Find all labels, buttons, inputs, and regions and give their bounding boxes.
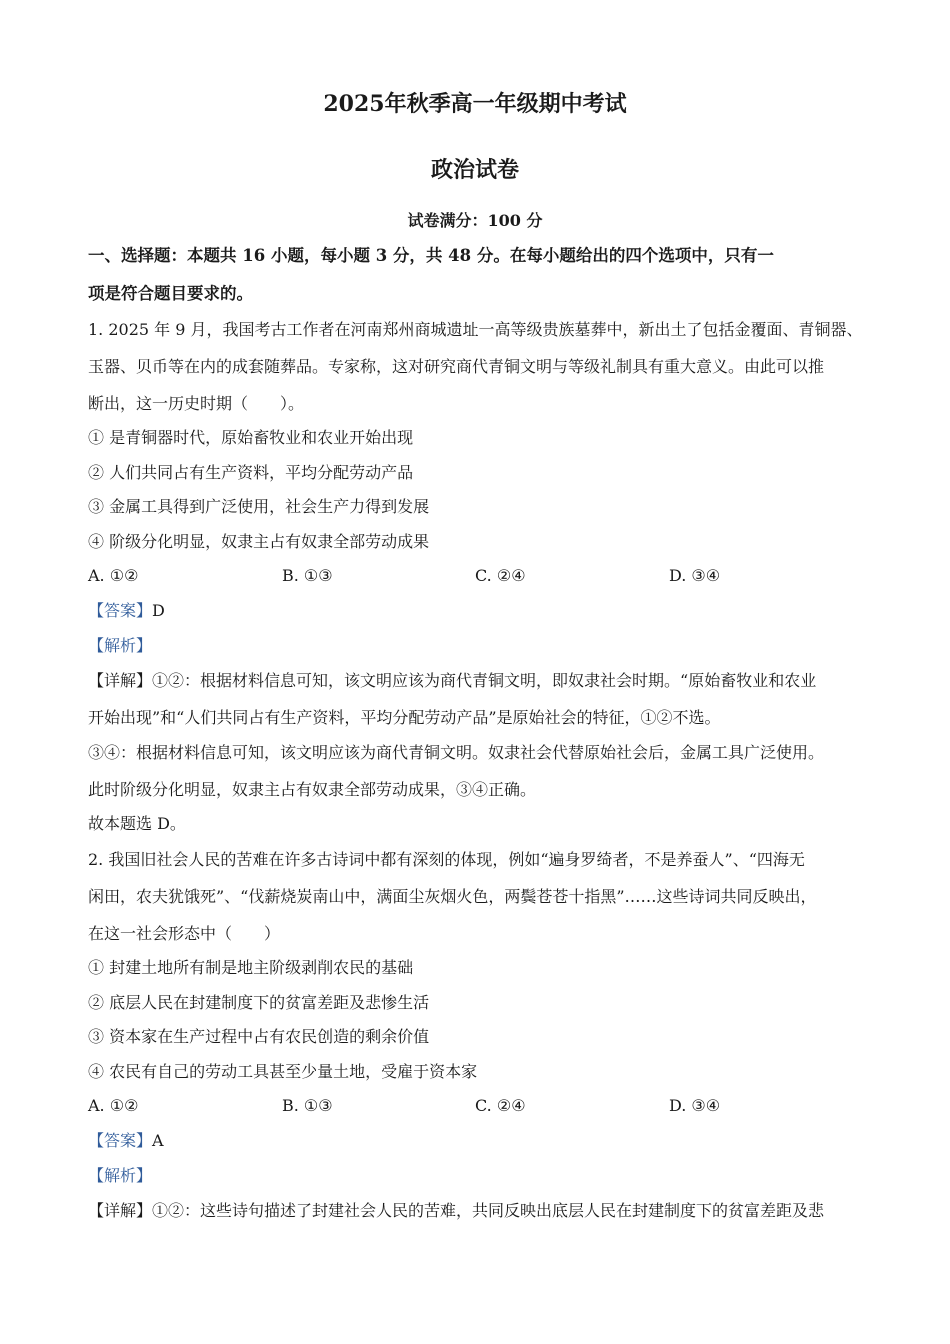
q1-statement-2: ② 人们共同占有生产资料，平均分配劳动产品 — [88, 463, 414, 482]
section-heading-line-1: 一、选择题：本题共 16 小题，每小题 3 分，共 48 分。在每小题给出的四个选项中，只有一 — [88, 246, 774, 265]
q1-option-a: A. ①② — [88, 566, 139, 585]
q1-answer — [88, 601, 165, 621]
q1-analysis-label: 【解析】 — [88, 636, 153, 655]
q1-statement-1: ① 是青铜器时代，原始畜牧业和农业开始出现 — [88, 428, 414, 447]
q2-detail-line-1 — [88, 1201, 824, 1221]
q2-option-a: A. ①② — [88, 1096, 139, 1115]
q2-stem-line-2: 闲田，农夫犹饿死”、“伐薪烧炭南山中，满面尘灰烟火色，两鬓苍苍十指黑”……这些诗词共同反映出， — [88, 887, 817, 906]
q1-option-c: C. ②④ — [475, 566, 526, 585]
q2-answer-label: 【答案】 — [88, 1131, 153, 1150]
q1-statement-4: ④ 阶级分化明显，奴隶主占有奴隶全部劳动成果 — [88, 532, 430, 551]
q1-statement-3: ③ 金属工具得到广泛使用，社会生产力得到发展 — [88, 497, 430, 516]
q2-stem-line-3: 在这一社会形态中（ ） — [88, 924, 281, 943]
q2-detail-label: 【详解】 — [88, 1201, 153, 1220]
q1-answer-label: 【答案】 — [88, 601, 153, 620]
q2-answer-value: A — [152, 1131, 164, 1150]
q1-answer-value: D — [152, 601, 165, 620]
q2-stem-line-1: 2. 我国旧社会人民的苦难在许多古诗词中都有深刻的体现，例如“遍身罗绮者，不是养蚕人”、“四海无 — [88, 850, 805, 869]
q1-stem-line-3: 断出，这一历史时期（ ）。 — [88, 394, 305, 413]
q1-detail-label: 【详解】 — [88, 671, 153, 690]
full-score: 试卷满分：100 分 — [407, 211, 543, 230]
q2-statement-3: ③ 资本家在生产过程中占有农民创造的剩余价值 — [88, 1027, 430, 1046]
q1-stem-line-2: 玉器、贝币等在内的成套随葬品。专家称，这对研究商代青铜文明与等级礼制具有重大意义。由此可以推 — [88, 357, 825, 376]
q1-detail-line-3: ③④：根据材料信息可知，该文明应该为商代青铜文明。奴隶社会代替原始社会后，金属工具广泛使用。 — [88, 743, 825, 762]
q2-option-b: B. ①③ — [282, 1096, 333, 1115]
q1-detail-line-4: 此时阶级分化明显，奴隶主占有奴隶全部劳动成果，③④正确。 — [88, 780, 537, 799]
exam-title: 2025年秋季高一年级期中考试 — [323, 91, 627, 117]
q2-statement-1: ① 封建土地所有制是地主阶级剥削农民的基础 — [88, 958, 414, 977]
q2-statement-4: ④ 农民有自己的劳动工具甚至少量土地，受雇于资本家 — [88, 1062, 478, 1081]
subject-title: 政治试卷 — [430, 157, 519, 183]
q2-option-c: C. ②④ — [475, 1096, 526, 1115]
q1-detail-text-1: ①②：根据材料信息可知，该文明应该为商代青铜文明，即奴隶社会时期。“原始畜牧业和农业 — [152, 671, 817, 690]
q1-detail-line-2: 开始出现”和“人们共同占有生产资料，平均分配劳动产品”是原始社会的特征，①②不选。 — [88, 708, 721, 727]
q2-analysis-label: 【解析】 — [88, 1166, 153, 1185]
q1-detail-line-5: 故本题选 D。 — [88, 814, 186, 833]
q2-detail-text-1: ①②：这些诗句描述了封建社会人民的苦难，共同反映出底层人民在封建制度下的贫富差距及悲 — [152, 1201, 825, 1220]
section-heading-line-2: 项是符合题目要求的。 — [88, 284, 253, 303]
q2-answer — [88, 1131, 164, 1151]
q1-stem-line-1: 1. 2025 年 9 月，我国考古工作者在河南郑州商城遗址一高等级贵族墓葬中，新出土了包括金覆面、青铜器、 — [88, 320, 863, 339]
q2-option-d: D. ③④ — [669, 1096, 721, 1115]
q1-option-d: D. ③④ — [669, 566, 721, 585]
q1-option-b: B. ①③ — [282, 566, 333, 585]
q2-statement-2: ② 底层人民在封建制度下的贫富差距及悲惨生活 — [88, 993, 430, 1012]
q1-detail-line-1 — [88, 671, 816, 691]
